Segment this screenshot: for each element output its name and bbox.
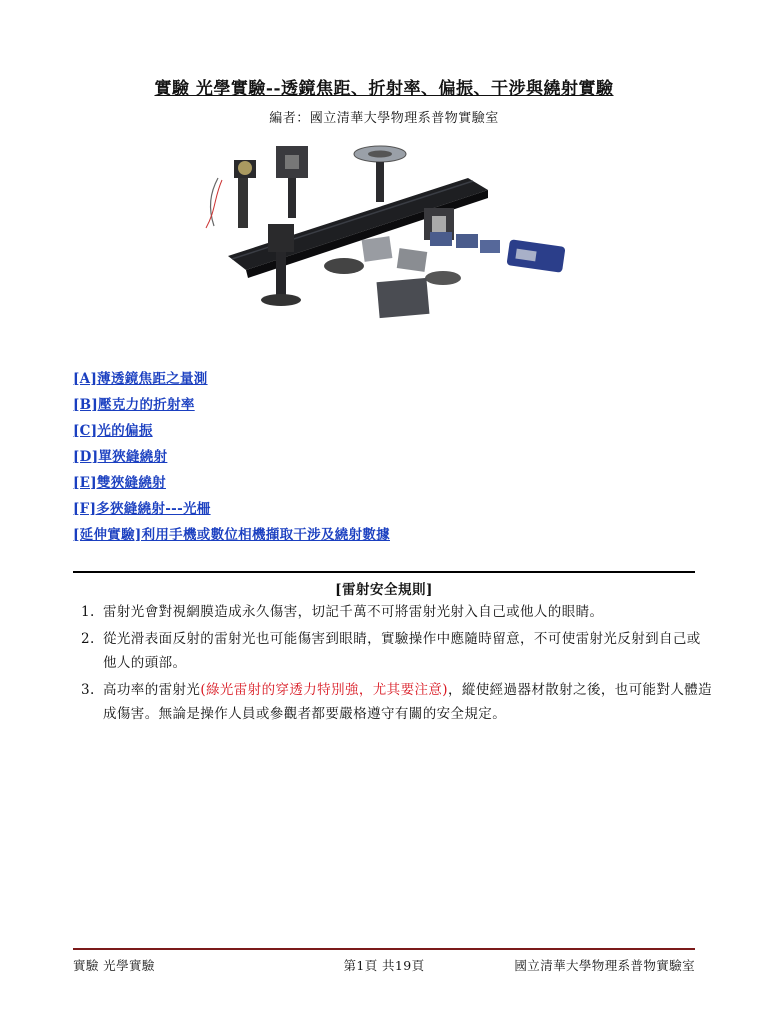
safety-rule-2 (73, 627, 713, 675)
section-divider (73, 571, 695, 573)
safety-rule-3 (73, 678, 713, 726)
link-experiment-e[interactable]: [E]雙狹縫繞射 (73, 475, 166, 491)
safety-rule-text: 從光滑表面反射的雷射光也可能傷害到眼睛，實驗操作中應隨時留意，不可使雷射光反射到自己或他人的頭部。 (103, 631, 701, 671)
accessory-slides (324, 232, 566, 318)
optics-equipment-photo (168, 138, 588, 333)
green-laser-warning: (綠光雷射的穿透力特別強，尤其要注意) (200, 682, 448, 698)
link-experiment-c[interactable]: [C]光的偏振 (73, 423, 153, 439)
link-extension-experiment[interactable]: [延伸實驗]利用手機或數位相機擷取干涉及繞射數據 (73, 527, 390, 543)
laser-mount (206, 160, 256, 228)
safety-rules-title: [雷射安全規則] (335, 582, 433, 598)
footer-rule (73, 948, 695, 950)
safety-rule-text: 高功率的雷射光 (103, 682, 201, 698)
safety-rule-number: 2. (81, 631, 95, 647)
link-experiment-a[interactable]: [A]薄透鏡焦距之量測 (73, 371, 208, 387)
link-experiment-d[interactable]: [D]單狹縫繞射 (73, 449, 168, 465)
rotating-stage (354, 146, 406, 202)
safety-rule-number: 3. (81, 682, 95, 698)
link-experiment-b[interactable]: [B]壓克力的折射率 (73, 397, 195, 413)
safety-rule-number: 1. (81, 604, 95, 620)
experiment-links (73, 368, 390, 550)
safety-rule-1 (73, 600, 713, 624)
safety-rule-text: 雷射光會對視網膜造成永久傷害，切記千萬不可將雷射光射入自己或他人的眼睛。 (103, 604, 604, 620)
safety-rules-list (73, 600, 713, 729)
document-title: 實驗 光學實驗--透鏡焦距、折射率、偏振、干涉與繞射實驗 (154, 79, 614, 99)
footer-right: 國立清華大學物理系普物實驗室 (514, 958, 695, 973)
footer-left: 實驗 光學實驗 (73, 958, 155, 973)
author-line: 編者：國立清華大學物理系普物實驗室 (269, 111, 499, 126)
page-number: 第1頁 共19頁 (343, 958, 425, 973)
safety-rule-text-cont: ，縱使經過器材散射之後，也可能對人體造成傷害。無論是操作人員或參觀者都要嚴格遵守有關的安全規定。 (103, 682, 713, 722)
link-experiment-f[interactable]: [F]多狹縫繞射---光柵 (73, 501, 211, 517)
slit-holder (276, 146, 308, 218)
